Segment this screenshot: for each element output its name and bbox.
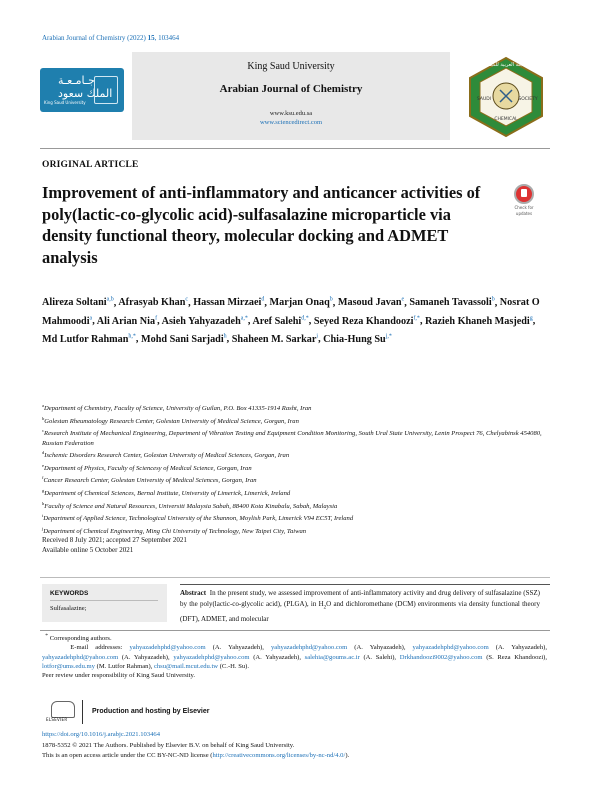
affiliation-text: Cancer Research Center, Golestan University of Medical Sciences, Gorgan, Iran <box>43 477 257 485</box>
peer-review-note: Peer review under responsibility of King Saud University. <box>42 672 196 679</box>
doi-link[interactable]: https://doi.org/10.1016/j.arabjc.2021.103464 <box>42 731 161 738</box>
author[interactable] <box>269 297 332 308</box>
crossmark-line1: Check for <box>514 205 534 210</box>
email-addresses <box>42 643 547 671</box>
crossmark-badge[interactable] <box>508 184 540 216</box>
affiliation-marker: d <box>42 450 45 456</box>
affiliation-text: Department of Applied Science, Technological University of the Shannon, Moylish Park, Limerick V94 EC5T, Ireland <box>43 515 354 523</box>
affiliation-text: Department of Chemical Engineering, Ming Chi University of Technology, New Taipei City, Taiwan <box>43 527 307 535</box>
author-name: Afrasyab Khan <box>118 297 186 309</box>
author-affiliation-marker: d,* <box>301 315 309 322</box>
abstract <box>180 588 540 625</box>
affiliation-text: Department of Physics, Faculty of Sciencesy of Medical Science, Gorgan, Iran <box>44 464 252 472</box>
corresponding-text: Corresponding authors. <box>49 635 112 643</box>
author-affiliation-marker: j,* <box>385 333 392 340</box>
footnotes <box>42 632 547 680</box>
email-link[interactable]: Drkhandoozi9002@yahoo.com <box>399 653 483 661</box>
license-link[interactable]: http://creativecommons.org/licenses/by-nc-nd/4.0/ <box>212 752 346 759</box>
author-name: Chia-Hung Su <box>323 333 386 345</box>
author-affiliation-marker: a <box>89 315 93 322</box>
author-affiliation-marker: f,* <box>413 315 420 322</box>
affiliation <box>42 511 547 524</box>
affiliation-marker: a <box>42 403 45 408</box>
journal-cover-logo[interactable] <box>462 52 550 140</box>
affiliation <box>42 448 547 461</box>
abstract-text-1: In the present study, we assessed improvement of anti-inflammatory activity and drug delivery of sulfasalazine (SSZ) by the poly(lactic-co-glycolic acid), (PLGA), in H <box>180 589 540 609</box>
email-link[interactable]: salehia@goums.ac.ir <box>304 653 360 661</box>
copyright-line: 1878-5352 © 2021 The Authors. Published by Elsevier B.V. on behalf of King Saud University. <box>42 742 295 749</box>
author-affiliation-marker: e <box>401 297 405 303</box>
author-name: Seyed Reza Khandoozi <box>313 315 414 327</box>
keywords-rule <box>50 600 158 601</box>
author[interactable] <box>409 297 494 308</box>
affiliation <box>42 401 547 414</box>
email-label: E-mail addresses: <box>70 644 130 652</box>
author-list: Alireza Soltani$^{a,b}$, Afrasyab Khan$^c$, Hassan Mirzaei$^d$, Marjan Onaq$^b$, Masoud Javan$^e$, Samaneh Tavassoli$^b$, Nosrat O Mahmoodi$^a$, Ali Arian Nia$^f$, Asieh Yahyazadeh$^{a,*}$, Aref Salehi$^{d,*}$, Seyed Reza Khandoozi$^{f,*}$, Razieh Khaneh Masjedi$^g$, Md Lutfor Rahman$^{h,*}$, Mohd Sani Sarjadi$^h$, Shaheen M. Sarkar$^i$, Chia-Hung $Su^{j,*}$ <box>42 297 540 345</box>
ksu-logo-arabic: جـامـعـة الملك سعود <box>58 74 113 100</box>
affiliation <box>42 524 547 537</box>
journal-reference <box>42 34 179 42</box>
affiliation <box>42 461 547 474</box>
saudi-chemical-society-emblem-icon <box>462 52 550 140</box>
author[interactable] <box>42 297 114 308</box>
affiliation-marker: j <box>42 525 44 531</box>
affiliation-text: Golestan Rheumatology Research Center, Golestan University of Medical Science, Gorgan, Iran <box>44 417 299 425</box>
author[interactable] <box>314 316 420 327</box>
sciencedirect-url[interactable]: www.sciencedirect.com <box>259 119 323 126</box>
open-access-text: This is an open access article under the CC BY-NC-ND license ( <box>42 752 213 759</box>
affiliation <box>42 486 547 499</box>
author-affiliation-marker: b <box>329 297 333 303</box>
footnote-divider <box>40 630 550 631</box>
university-name: King Saud University <box>247 61 335 72</box>
ksu-logo-english: King Saud University <box>44 100 86 105</box>
email-owner: (A. Yahyazadeh), <box>205 644 271 652</box>
author-affiliation-marker: d <box>261 297 265 303</box>
author-name: Marjan Onaq <box>269 297 330 309</box>
email-owner: (A. Yahyazadeh), <box>118 653 174 661</box>
affiliation-marker: c <box>42 428 45 434</box>
author-affiliation-marker: c <box>185 297 189 303</box>
affiliation-text: Department of Chemical Sciences, Bernal Institute, University of Limerick, Limerick, Ireland <box>44 490 291 498</box>
journal-name: Arabian Journal of Chemistry <box>219 83 363 95</box>
email-owner: (A. Yahyazadeh), <box>347 644 413 652</box>
keywords-title: KEYWORDS <box>50 590 89 597</box>
author-name: Alireza Soltani <box>42 297 107 309</box>
author-name: Asieh Yahyazadeh <box>161 315 241 327</box>
abstract-text-2: O and dichloromethane (DCM) environments via density functional theory (DFT), ADMET, and molecular <box>180 600 540 623</box>
email-owner: (C.-H. Su). <box>218 662 250 670</box>
crossmark-line2: updates <box>515 211 533 216</box>
received-date: Received 8 July 2021; accepted 27 September 2021 <box>42 536 187 544</box>
affiliation <box>42 473 547 486</box>
author[interactable] <box>232 334 318 345</box>
author-affiliation-marker: a,* <box>240 315 248 322</box>
affiliation <box>42 499 547 512</box>
author-name: Mohd Sani Sarjadi <box>141 333 224 345</box>
cover-chemical-text: CHEMICAL <box>494 117 518 122</box>
author[interactable] <box>425 316 533 327</box>
affiliation-marker: h <box>42 500 45 506</box>
author-name: Ali Arian Nia <box>96 315 156 327</box>
cover-arabic-text: المجلة العربية للكيمياء <box>483 62 529 68</box>
email-link[interactable]: yahyazadehphd@yahoo.com <box>412 644 489 652</box>
author[interactable] <box>42 334 136 345</box>
email-link[interactable]: yahyazadehphd@yahoo.com <box>42 653 119 661</box>
email-link[interactable]: lotfor@ums.edu.my <box>42 662 95 670</box>
author[interactable] <box>193 297 264 308</box>
author-name: Md Lutfor Rahman <box>42 333 129 345</box>
corresponding-note: * Corresponding authors. <box>45 633 112 643</box>
affiliation-marker: e <box>42 462 45 468</box>
elsevier-tree-icon <box>51 701 75 718</box>
email-link[interactable]: yahyazadehphd@yahoo.com <box>129 644 206 652</box>
abstract-subscript: 2 <box>323 605 327 611</box>
elsevier-banner <box>42 698 542 726</box>
author-affiliation-marker: a,b <box>106 297 114 303</box>
article-title: Improvement of anti-inflammatory and anticancer activities of poly(lactic-co-glycolic acid)-sulfasalazine microparticle via density functional theory, molecular docking and ADMET analysis <box>42 183 481 267</box>
email-link[interactable]: yahyazadehphd@yahoo.com <box>173 653 250 661</box>
university-url[interactable]: www.ksu.edu.sa <box>269 110 313 117</box>
elsevier-wordmark: ELSEVIER <box>46 717 68 722</box>
production-note: Production and hosting by Elsevier <box>92 708 210 715</box>
author-name: Samaneh Tavassoli <box>409 297 492 309</box>
author-name: Aref Salehi <box>252 315 302 327</box>
affiliation-text: Department of Chemistry, Faculty of Science, University of Guilan, P.O. Box 41335-1914 Rasht, Iran <box>44 405 312 413</box>
affiliation <box>42 426 547 448</box>
author-name: Shaheen M. Sarkar <box>231 333 317 345</box>
affiliation-text: Research Institute of Mechanical Engineering, Department of Vibration Testing and Equipment Condition Monitoring, South Ural State University, Lenin Prospect 76, Chelyabinsk 454080, Russian Federation <box>42 430 542 447</box>
email-owner: (A. Yahyazadeh), <box>488 644 547 652</box>
article-dates <box>42 536 187 555</box>
author[interactable] <box>252 316 308 327</box>
journal-article-number: , 103464 <box>154 34 180 42</box>
author-name: Nosrat O Mahmoodi <box>42 297 540 327</box>
ksu-emblem-icon <box>94 76 118 104</box>
open-access-line <box>42 752 349 759</box>
affiliation-marker: f <box>42 475 44 481</box>
author-affiliation-marker: i <box>316 333 319 340</box>
affiliation-text: Faculty of Science and Natural Resources, Universiti Malaysia Sabah, 88400 Kota Kinabalu, Sabah, Malaysia <box>44 502 338 510</box>
dates-divider <box>40 577 550 578</box>
open-access-close: ). <box>345 752 350 759</box>
header-center-panel <box>132 52 450 140</box>
author[interactable] <box>141 334 227 345</box>
author-affiliation-marker: h <box>223 333 227 340</box>
author[interactable] <box>338 297 404 308</box>
affiliation-marker: b <box>42 415 45 421</box>
author-affiliation-marker: g <box>529 315 533 322</box>
author-name: Masoud Javan <box>337 297 402 309</box>
affiliation-marker: i <box>42 513 44 519</box>
author-name: Hassan Mirzaei <box>193 297 262 309</box>
abstract-rule <box>180 584 550 585</box>
author[interactable] <box>323 334 392 345</box>
affiliation-marker: g <box>42 487 45 493</box>
author-affiliation-marker: b <box>491 297 495 303</box>
header-divider <box>40 148 550 149</box>
affiliation-list <box>42 401 547 536</box>
keyword-item: Sulfasalazine; <box>50 605 87 612</box>
author[interactable] <box>118 297 188 308</box>
check-for-updates-icon <box>514 184 534 204</box>
journal-volume: 15 <box>147 34 155 42</box>
author[interactable] <box>97 316 157 327</box>
author-affiliation-marker: h,* <box>128 333 136 340</box>
ksu-logo[interactable] <box>40 68 124 112</box>
author-affiliation-marker: f <box>155 315 158 322</box>
email-owner: (S. Reza Khandoozi), <box>482 653 547 661</box>
journal-ref-text: Arabian Journal of Chemistry (2022) <box>42 34 148 42</box>
keywords-box <box>42 584 167 622</box>
affiliation <box>42 414 547 427</box>
affiliation-text: Ischemic Disorders Research Center, Golestan University of Medical Sciences, Gorgan, Iran <box>44 452 290 460</box>
email-owner: (A. Salehi), <box>359 653 400 661</box>
email-link[interactable]: yahyazadehphd@yahoo.com <box>271 644 348 652</box>
author[interactable] <box>162 316 248 327</box>
online-date: Available online 5 October 2021 <box>42 545 134 554</box>
email-link[interactable]: chsu@mail.mcut.edu.tw <box>153 662 219 670</box>
abstract-label: Abstract <box>180 589 207 597</box>
cover-society-text: SOCIETY <box>518 97 538 102</box>
cover-saudi-text: SAUDI <box>476 97 492 102</box>
author-name: Razieh Khaneh Masjedi <box>425 315 530 327</box>
section-label: ORIGINAL ARTICLE <box>42 160 139 170</box>
journal-header <box>40 52 550 140</box>
elsevier-logo[interactable] <box>42 700 83 724</box>
email-owner: (M. Lutfor Rahman), <box>94 662 154 670</box>
email-owner: (A. Yahyazadeh), <box>249 653 305 661</box>
